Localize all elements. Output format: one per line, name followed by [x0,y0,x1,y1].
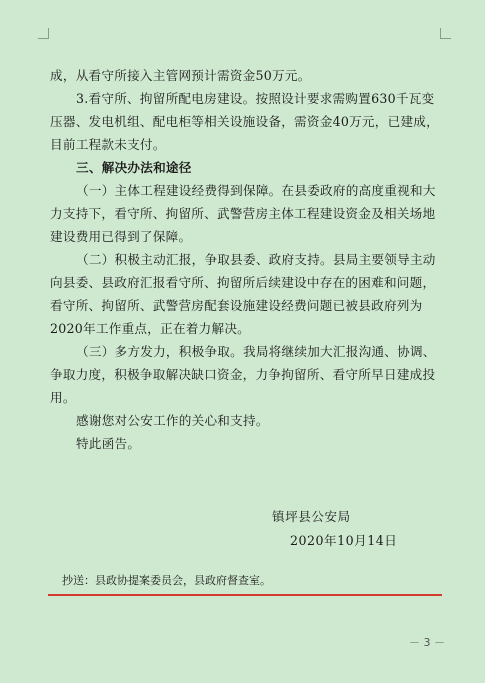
cc-line: 抄送：县政协提案委员会，县政府督查室。 [62,574,271,587]
paragraph-line: 建设费用已得到了保障。 [50,229,192,244]
margin-corner-mark [440,28,451,39]
paragraph-line: 2020年工作重点，正在着力解决。 [50,321,251,336]
paragraph-line: 压器、发电机组、配电柜等相关设施设备，需资金40万元，已建成， [50,114,439,129]
section-heading: 三、解决办法和途径 [76,160,192,175]
margin-corner-mark [38,28,49,39]
signature-date: 2020年10月14日 [290,533,398,548]
paragraph-line: 力支持下，看守所、拘留所、武警营房主体工程建设资金及相关场地 [50,206,436,221]
paragraph-line: 用。 [50,390,76,405]
paragraph-line: 特此函告。 [76,436,141,451]
signature-block [264,505,414,553]
paragraph-line: 争取力度，积极争取解决缺口资金，力争拘留所、看守所早日建成投 [50,367,436,382]
document-body [50,64,440,455]
paragraph-line: （二）积极主动汇报，争取县委、政府支持。县局主要领导主动 [76,252,436,267]
signature-organization: 镇坪县公安局 [272,509,351,524]
paragraph-line: 感谢您对公安工作的关心和支持。 [76,413,269,428]
paragraph-line: 成，从看守所接入主管网预计需资金50万元。 [50,68,311,83]
cc-divider [48,594,442,596]
paragraph-line: （三）多方发力，积极争取。我局将继续加大汇报沟通、协调、 [76,344,436,359]
paragraph-line: 目前工程款未支付。 [50,137,166,152]
page-number: － 3 － [409,636,445,649]
paragraph-line: （一）主体工程建设经费得到保障。在县委政府的高度重视和大 [76,183,436,198]
paragraph-line: 向县委、县政府汇报看守所、拘留所后续建设中存在的困难和问题， [50,275,436,290]
paragraph-line: 3.看守所、拘留所配电房建设。按照设计要求需购置630千瓦变 [76,91,435,106]
paragraph-line: 看守所、拘留所、武警营房配套设施建设经费问题已被县政府列为 [50,298,423,313]
